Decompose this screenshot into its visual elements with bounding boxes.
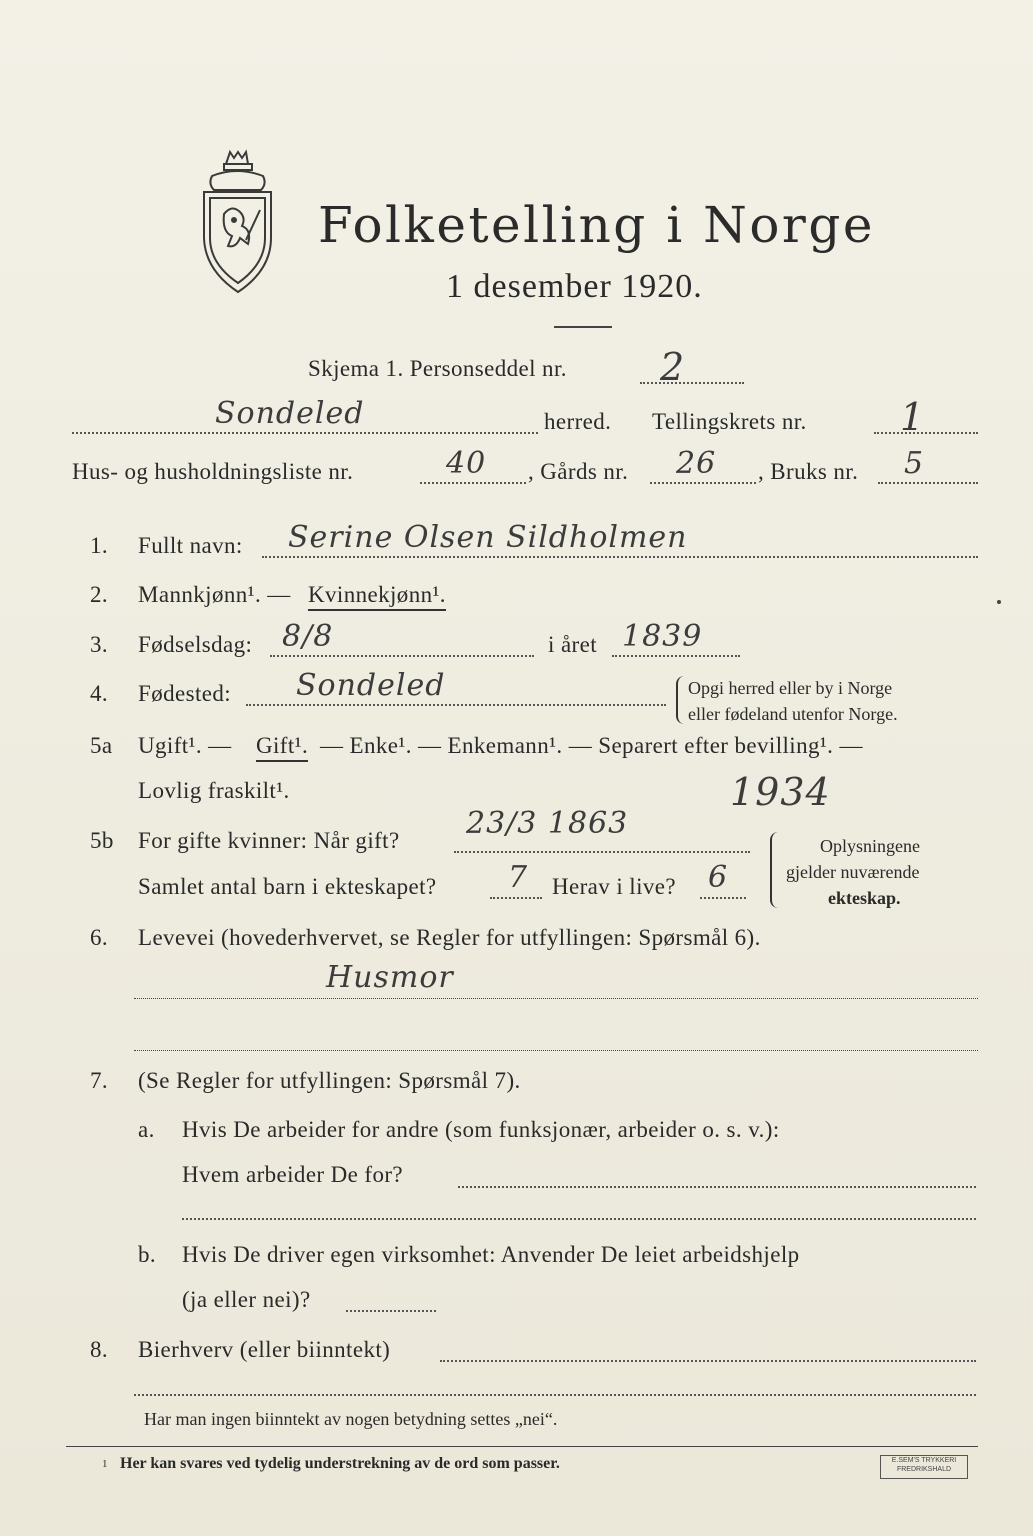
q7b-number: b. — [138, 1242, 157, 1267]
q3-label: Fødselsdag: — [138, 632, 253, 657]
herred-value[interactable]: Sondeled — [215, 396, 365, 431]
printer-stamp-line1: E.SEM'S TRYKKERI — [891, 1457, 957, 1464]
children-count-value[interactable]: 7 — [508, 860, 529, 895]
q5a-other-options[interactable]: — Enke¹. — Enkemann¹. — Separert efter bevilling¹. — — [320, 733, 863, 758]
q4-note-line1: Opgi herred eller by i Norge — [688, 678, 893, 698]
employer-field-line-2 — [182, 1218, 976, 1220]
children-field-line — [490, 897, 542, 899]
q1-label: Fullt navn: — [138, 533, 243, 558]
gards-label: , Gårds nr. — [528, 459, 629, 484]
employer-field-line-1 — [458, 1186, 976, 1188]
birth-year-value[interactable]: 1839 — [622, 619, 703, 654]
footnote-text: Her kan svares ved tydelig understrekning av de ord som passer. — [120, 1455, 560, 1472]
q5b-label-alive: Herav i live? — [552, 874, 676, 899]
q4-note-line2: eller fødeland utenfor Norge. — [688, 704, 898, 724]
margin-mark — [997, 600, 1001, 604]
q5a-number: 5a — [90, 733, 113, 758]
gards-field-line — [650, 482, 756, 484]
schema-label: Skjema 1. Personseddel nr. — [308, 356, 567, 381]
q3-number: 3. — [90, 632, 109, 657]
occupation-value[interactable]: Husmor — [326, 960, 454, 995]
option-kvinnekjonn-underlined[interactable]: Kvinnekjønn¹. — [308, 582, 446, 611]
side-income-field-line-2 — [134, 1394, 976, 1396]
printer-stamp — [880, 1455, 968, 1479]
q1-number: 1. — [90, 533, 109, 558]
occupation-line-1 — [134, 998, 978, 999]
q5b-label-married: For gifte kvinner: Når gift? — [138, 828, 400, 853]
q7-number: 7. — [90, 1068, 109, 1093]
husliste-label: Hus- og husholdningsliste nr. — [72, 459, 354, 484]
alive-field-line — [700, 897, 746, 899]
tellingskrets-field-line — [874, 432, 978, 434]
hired-help-field-line — [346, 1310, 436, 1312]
year-label: i året — [548, 632, 598, 657]
q7a-question: Hvem arbeider De for? — [182, 1162, 404, 1187]
tellingskrets-label: Tellingskrets nr. — [652, 409, 807, 434]
q7b-label: Hvis De driver egen virksomhet: Anvender De leiet arbeidshjelp — [182, 1242, 800, 1267]
birthplace-field-line — [246, 704, 666, 706]
printer-stamp-line2: FREDRIKSHALD — [896, 1466, 952, 1473]
gards-nr-value[interactable]: 26 — [676, 446, 717, 481]
q5b-note-brace — [770, 832, 780, 908]
form-date: 1 desember 1920. — [446, 268, 703, 305]
q2-number: 2. — [90, 582, 109, 607]
q1-field-line — [262, 556, 978, 558]
q8-label: Bierhverv (eller biinntekt) — [138, 1337, 391, 1362]
married-field-line — [454, 851, 750, 853]
q8-note: Har man ingen biinntekt av nogen betydning settes „nei“. — [144, 1409, 558, 1429]
q7b-question: (ja eller nei)? — [182, 1287, 311, 1312]
q6-label: Levevei (hovederhvervet, se Regler for utfyllingen: Spørsmål 6). — [138, 925, 761, 950]
alive-count-value[interactable]: 6 — [708, 860, 729, 895]
q7-label: (Se Regler for utfyllingen: Spørsmål 7). — [138, 1068, 521, 1093]
q5b-label-children: Samlet antal barn i ekteskapet? — [138, 874, 437, 899]
footnote-mark: 1 — [102, 1458, 108, 1470]
bruks-field-line — [878, 482, 978, 484]
q6-number: 6. — [90, 925, 109, 950]
death-year-annotation: 1934 — [730, 770, 831, 814]
q7a-label: Hvis De arbeider for andre (som funksjonær, arbeider o. s. v.): — [182, 1117, 780, 1142]
birthday-value[interactable]: 8/8 — [282, 619, 334, 654]
title-divider — [554, 326, 612, 328]
q5b-number: 5b — [90, 828, 114, 853]
husliste-field-line — [420, 482, 526, 484]
coat-of-arms-icon — [190, 148, 285, 298]
married-date-value[interactable]: 23/3 1863 — [466, 806, 629, 841]
birthday-field-line — [270, 655, 534, 657]
q7a-number: a. — [138, 1117, 155, 1142]
q4-number: 4. — [90, 681, 109, 706]
side-income-field-line-1 — [440, 1360, 976, 1362]
q5b-note-line1: Oplysningene — [820, 836, 920, 856]
q5b-note-line2: gjelder nuværende — [786, 862, 920, 882]
option-gift-underlined[interactable]: Gift¹. — [256, 733, 308, 762]
form-title: Folketelling i Norge — [318, 196, 875, 254]
husliste-nr-value[interactable]: 40 — [446, 446, 487, 481]
q5b-note-line3: ekteskap. — [828, 888, 901, 908]
bruks-label: , Bruks nr. — [758, 459, 859, 484]
personseddel-field-line — [640, 382, 744, 384]
herred-field-line — [72, 432, 538, 434]
q8-number: 8. — [90, 1337, 109, 1362]
q4-note-brace — [676, 676, 684, 724]
full-name-value[interactable]: Serine Olsen Sildholmen — [288, 520, 688, 555]
bruks-nr-value[interactable]: 5 — [904, 446, 925, 481]
option-ugift[interactable]: Ugift¹. — — [138, 733, 232, 758]
occupation-line-2 — [134, 1050, 978, 1051]
herred-label: herred. — [544, 409, 612, 434]
q4-label: Fødested: — [138, 681, 232, 706]
birthplace-value[interactable]: Sondeled — [296, 668, 446, 703]
personseddel-nr-value[interactable]: 2 — [660, 345, 686, 389]
option-mannkjonn[interactable]: Mannkjønn¹. — — [138, 582, 291, 607]
footnote-divider — [66, 1446, 978, 1447]
option-lovlig-fraskilt[interactable]: Lovlig fraskilt¹. — [138, 778, 290, 803]
birth-year-field-line — [612, 655, 740, 657]
tellingskrets-nr-value[interactable]: 1 — [900, 395, 926, 439]
